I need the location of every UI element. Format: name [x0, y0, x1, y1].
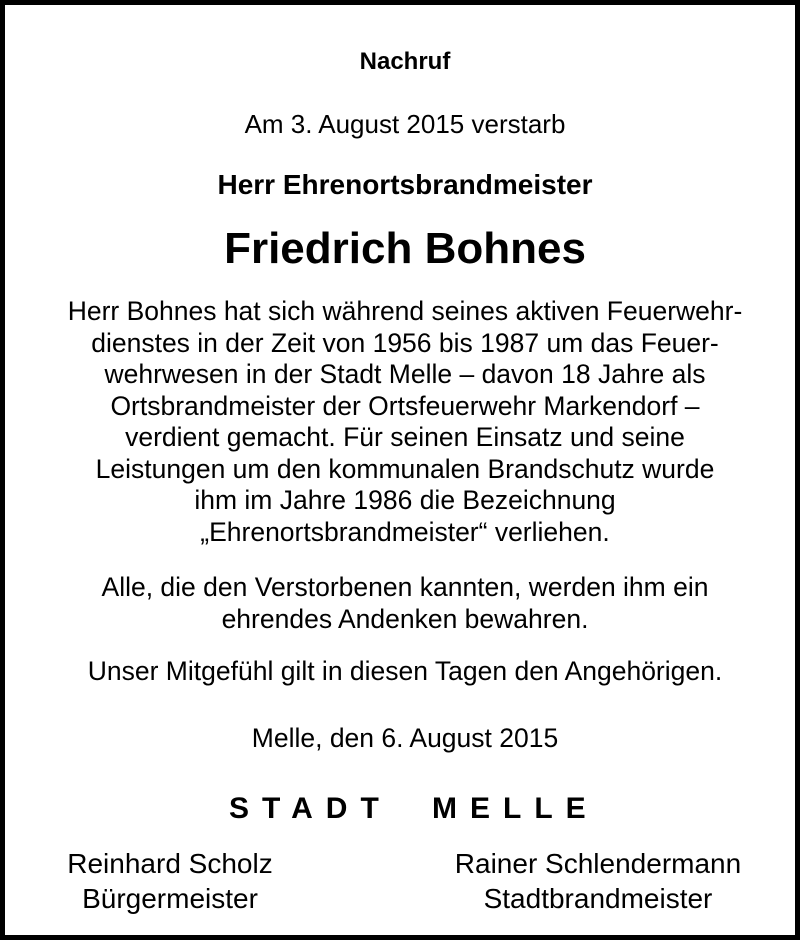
tribute-line: ihm im Jahre 1986 die Bezeichnung — [194, 485, 616, 515]
remembrance-paragraph — [10, 572, 800, 635]
signatory-mayor — [45, 846, 295, 916]
tribute-line: Ortsbrandmeister der Ortsfeuerwehr Markendorf – — [110, 390, 700, 421]
deceased-name: Friedrich Bohnes — [224, 224, 586, 273]
signatory-title: Bürgermeister — [82, 883, 258, 914]
signatory-name: Reinhard Scholz — [67, 848, 273, 879]
tribute-line: dienstes in der Zeit von 1956 bis 1987 um das Feuer- — [91, 327, 719, 358]
condolence-line: Unser Mitgefühl gilt in diesen Tagen den Angehörigen. — [87, 656, 723, 686]
remembrance-line: ehrendes Andenken bewahren. — [221, 603, 589, 634]
death-date-line: Am 3. August 2015 verstarb — [244, 109, 566, 139]
organization-word-melle: MELLE — [432, 792, 599, 825]
place-date-line: Melle, den 6. August 2015 — [251, 723, 559, 753]
tribute-line: wehrwesen in der Stadt Melle – davon 18 Jahre als — [104, 359, 706, 389]
signatory-title: Stadtbrandmeister — [483, 883, 713, 914]
signatory-fire-chief — [425, 846, 771, 916]
tribute-line: „Ehrenortsbrandmeister“ verliehen. — [200, 516, 610, 547]
notice-heading: Nachruf — [359, 48, 451, 75]
tribute-paragraph — [10, 296, 800, 548]
remembrance-line: Alle, die den Verstorbenen kannten, werden ihm ein — [101, 572, 709, 602]
honorific-title: Herr Ehrenortsbrandmeister — [217, 169, 593, 200]
tribute-line: Leistungen um den kommunalen Brandschutz wurde — [95, 453, 715, 484]
tribute-line: Herr Bohnes hat sich während seines aktiven Feuerwehr- — [67, 296, 743, 326]
tribute-line: verdient gemacht. Für seinen Einsatz und seine — [125, 422, 685, 452]
signatory-name: Rainer Schlendermann — [454, 848, 742, 879]
organization-word-stadt: STADT — [229, 792, 392, 825]
